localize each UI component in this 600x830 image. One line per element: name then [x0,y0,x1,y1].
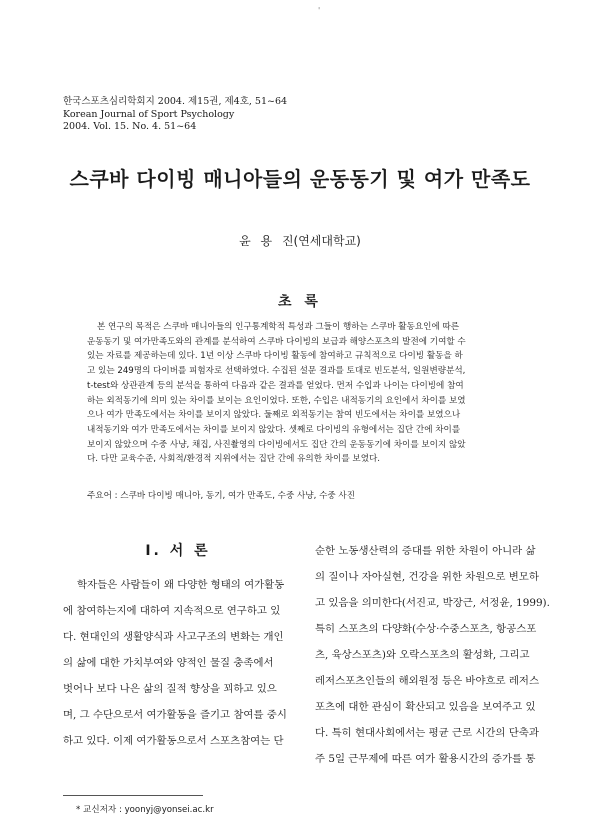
paper-author: 윤 용 진(연세대학교) [239,234,361,248]
body-line: 포츠에 대한 관심이 확산되고 있음을 보여주고 있 [315,701,536,713]
body-line: 하고 있다. 이제 여가활동으로서 스포츠참여는 단 [63,735,284,747]
body-column-right [315,538,551,772]
abstract-line: 으나 여가 만족도에서는 차이를 보이지 않았다. 둘째로 외적동기는 참여 빈도에서는 차이를 보였으나 [87,410,461,421]
journal-line-volume: 2004. Vol. 15. No. 4. 51~64 [63,121,197,132]
body-line: 다. 현대인의 생활양식과 사고구조의 변화는 개인 [63,631,284,643]
body-line: 고 있음을 의미한다(서진교, 박장근, 서정윤, 1999). [315,597,550,609]
body-line: 며, 그 수단으로서 여가활동을 즐기고 참여를 중시 [63,709,287,721]
abstract-line: t-test와 상관관계 등의 분석을 통하여 다음과 같은 결과를 얻었다. 먼저 수입과 나이는 다이빙에 참여 [87,380,464,391]
body-line: 학자들은 사람들이 왜 다양한 형태의 여가활동 [77,579,285,591]
body-line: 순한 노동생산력의 증대를 위한 차원이 아니라 삶 [315,545,536,557]
footnote-divider [63,795,203,796]
body-line: 의 삶에 대한 가치부여와 양적인 물질 충족에서 [63,657,274,669]
body-column-left [63,572,299,754]
body-line: 에 참여하는지에 대하여 지속적으로 연구하고 있 [63,605,281,617]
abstract-heading: 초 록 [278,294,322,310]
body-line: 의 질이나 자아실현, 건강을 위한 차원으로 변모하 [315,571,539,583]
body-line: 레저스포츠인들의 해외원정 등은 바야흐로 레저스 [315,675,539,687]
abstract-line: 고 있는 249명의 다이버를 피험자로 선택하였다. 수집된 설문 결과를 토대로 빈도분석, 일원변량분석, [87,366,466,377]
abstract-line: 하는 외적동기에 의미 있는 차이를 보이는 요인이었다. 또한, 수입은 내적동기의 요인에서 차이를 보였 [87,395,466,406]
section-heading: Ⅰ. 서 론 [145,543,211,559]
abstract-line: 보이지 않았으며 수중 사냥, 채집, 사진촬영의 다이빙에서도 집단 간의 운동동기에 차이를 보이지 않았 [87,439,466,450]
footnote: * 교신저자 : yoonyj@yonsei.ac.kr [76,805,214,815]
abstract-line: 다. 다만 교육수준, 사회적/환경적 지위에서는 집단 간에 유의한 차이를 보였다. [87,454,381,465]
abstract-line: 본 연구의 목적은 스쿠바 매니아들의 인구통계학적 특성과 그들이 행하는 스쿠바 활동요인에 따른 [97,322,460,332]
body-line: 다. 특히 현대사회에서는 평균 근로 시간의 단축과 [315,727,539,739]
journal-line-english: Korean Journal of Sport Psychology [63,108,235,120]
keywords: 주요어 : 스쿠바 다이빙 매니아, 동기, 여가 만족도, 수중 사냥, 수중 사진 [87,491,356,501]
body-line: 특히 스포츠의 다양화(수상·수중스포츠, 항공스포 [315,623,537,635]
body-line: 벗어나 보다 나은 삶의 질적 향상을 꾀하고 있으 [63,683,277,695]
page-mark: ' [318,6,321,15]
abstract-line: 운동동기 및 여가만족도와의 관계를 분석하여 스쿠바 다이빙의 보급과 해양스포츠의 발전에 기여할 수 [87,336,466,347]
body-line: 츠, 육상스포츠)와 오락스포츠의 활성화, 그리고 [315,649,530,661]
abstract-line: 있는 자료를 제공하는데 있다. 1년 이상 스쿠바 다이빙 활동에 참여하고 규칙적으로 다이빙 활동을 하 [87,351,463,362]
abstract-body [87,320,517,467]
journal-info [63,96,287,134]
abstract-line: 내적동기와 여가 만족도에서는 차이를 보이지 않았다. 셋째로 다이빙의 유형에서는 집단 간에 차이를 [87,424,461,435]
journal-line-korean: 한국스포츠심리학회지 2004. 제15권, 제4호, 51~64 [63,96,288,107]
body-line: 주 5일 근무제에 따른 여가 활용시간의 증가를 통 [315,753,536,765]
paper-title: 스쿠바 다이빙 매니아들의 운동동기 및 여가 만족도 [69,167,531,191]
